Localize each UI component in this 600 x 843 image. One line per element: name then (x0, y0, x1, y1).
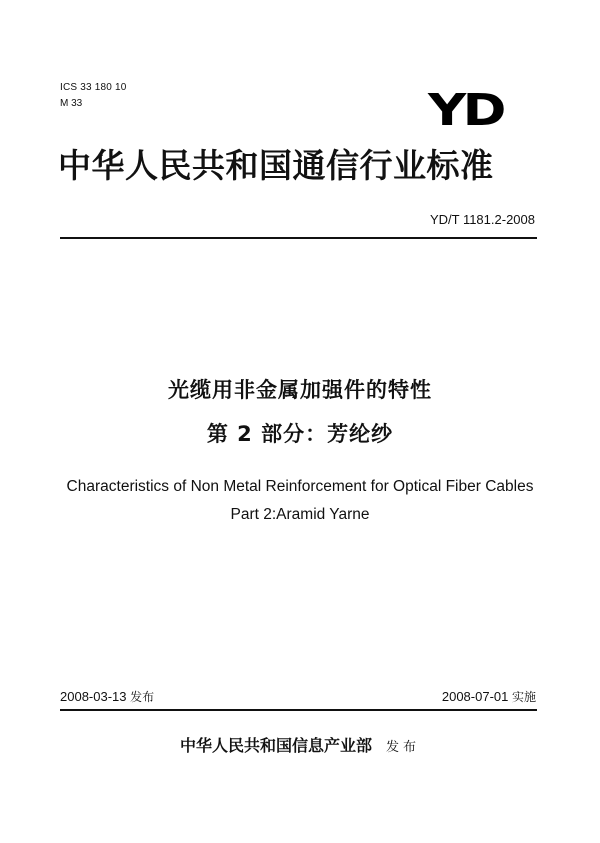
title-en-part: Part 2:Aramid Yarne (230, 506, 370, 523)
ics-code: ICS 33 180 10 (60, 82, 127, 93)
publisher (0, 735, 600, 759)
issue-date-value: 2008-03-13 (60, 689, 127, 704)
top-divider (60, 237, 537, 239)
implementation-date-value: 2008-07-01 (441, 689, 509, 704)
implementation-date-label: 实施 (511, 690, 536, 704)
issue-date (60, 689, 154, 705)
standard-title: 中华人民共和国通信行业标准 (58, 146, 494, 185)
title-en-main: Characteristics of Non Metal Reinforcement for Optical Fiber Cables (66, 478, 534, 495)
ccs-code: M 33 (60, 98, 83, 109)
publisher-action: 发布 (386, 740, 421, 755)
yd-logo: YD (428, 85, 503, 136)
title-zh-part: 第 2 部分：芳纶纱 (206, 422, 394, 446)
issue-date-label: 发布 (130, 690, 155, 704)
bottom-divider (60, 709, 537, 711)
publisher-name: 中华人民共和国信息产业部 (179, 736, 372, 755)
standard-number: YD/T 1181.2-2008 (429, 212, 535, 227)
title-zh-main: 光缆用非金属加强件的特性 (168, 378, 432, 402)
implementation-date (442, 689, 536, 705)
